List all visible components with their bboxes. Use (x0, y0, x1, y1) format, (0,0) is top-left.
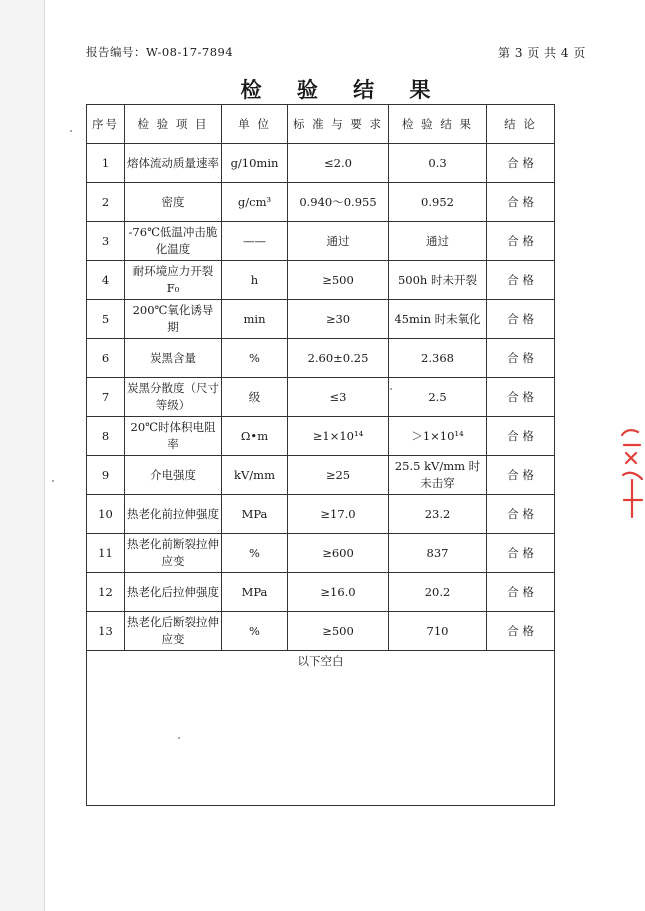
cell-standard: ≥25 (288, 456, 389, 495)
cell-unit: g/10min (222, 144, 288, 183)
page-title: 检 验 结 果 (240, 78, 445, 102)
cell-no: 1 (87, 144, 125, 183)
report-number: 报告编号：W-08-17-7894 (86, 45, 234, 59)
blank-note: 以下空白 (87, 651, 555, 806)
cell-no: 2 (87, 183, 125, 222)
column-header-no: 序号 (87, 105, 125, 144)
cell-unit: g/cm³ (222, 183, 288, 222)
cell-unit: —— (222, 222, 288, 261)
cell-result: 2.5 (389, 378, 487, 417)
table-row (87, 222, 555, 261)
cell-result: 2.368 (389, 339, 487, 378)
cell-item: 热老化后断裂拉伸应变 (125, 612, 222, 651)
cell-standard: ≥1×10¹⁴ (288, 417, 389, 456)
table-row (87, 495, 555, 534)
cell-standard: ≥16.0 (288, 573, 389, 612)
paper-speck (178, 737, 180, 739)
table-row (87, 261, 555, 300)
cell-no: 11 (87, 534, 125, 573)
table-row (87, 612, 555, 651)
cell-item: 炭黑分散度（尺寸等级） (125, 378, 222, 417)
cell-conclusion: 合 格 (487, 222, 555, 261)
cell-standard: 0.940～0.955 (288, 183, 389, 222)
cell-unit: h (222, 261, 288, 300)
cell-item: 热老化后拉伸强度 (125, 573, 222, 612)
cell-standard: ≥600 (288, 534, 389, 573)
cell-standard: 通过 (288, 222, 389, 261)
page-edge-shadow (0, 0, 45, 911)
cell-result: 0.3 (389, 144, 487, 183)
table-header-row (87, 105, 555, 144)
cell-unit: % (222, 612, 288, 651)
cell-result: 500h 时未开裂 (389, 261, 487, 300)
cell-item: 耐环境应力开裂 F₀ (125, 261, 222, 300)
column-header-item: 检 验 项 目 (125, 105, 222, 144)
cell-result: ＞1×10¹⁴ (389, 417, 487, 456)
cell-conclusion: 合 格 (487, 144, 555, 183)
cell-no: 13 (87, 612, 125, 651)
cell-result: 通过 (389, 222, 487, 261)
cell-item: 热老化前拉伸强度 (125, 495, 222, 534)
cell-unit: % (222, 534, 288, 573)
cell-item: 热老化前断裂拉伸应变 (125, 534, 222, 573)
column-header-conclusion: 结 论 (487, 105, 555, 144)
cell-conclusion: 合 格 (487, 261, 555, 300)
cell-unit: kV/mm (222, 456, 288, 495)
cell-item: 20℃时体积电阻率 (125, 417, 222, 456)
cell-item: 介电强度 (125, 456, 222, 495)
cell-no: 7 (87, 378, 125, 417)
column-header-unit: 单 位 (222, 105, 288, 144)
page-counter: 第 3 页 共 4 页 (498, 46, 586, 60)
cell-standard: ≤2.0 (288, 144, 389, 183)
cell-unit: MPa (222, 573, 288, 612)
cell-standard: ≥500 (288, 612, 389, 651)
red-seal-stamp (618, 405, 645, 535)
cell-result: 23.2 (389, 495, 487, 534)
table-row (87, 183, 555, 222)
cell-no: 8 (87, 417, 125, 456)
cell-conclusion: 合 格 (487, 573, 555, 612)
cell-item: -76℃低温冲击脆化温度 (125, 222, 222, 261)
cell-conclusion: 合 格 (487, 339, 555, 378)
table-row (87, 378, 555, 417)
cell-conclusion: 合 格 (487, 417, 555, 456)
cell-result: 45min 时未氧化 (389, 300, 487, 339)
cell-standard: 2.60±0.25 (288, 339, 389, 378)
cell-conclusion: 合 格 (487, 378, 555, 417)
table-row (87, 417, 555, 456)
cell-unit: % (222, 339, 288, 378)
cell-no: 3 (87, 222, 125, 261)
cell-no: 10 (87, 495, 125, 534)
paper-speck (70, 130, 72, 132)
cell-no: 6 (87, 339, 125, 378)
cell-item: 密度 (125, 183, 222, 222)
cell-result: 0.952 (389, 183, 487, 222)
table-row (87, 339, 555, 378)
cell-item: 炭黑含量 (125, 339, 222, 378)
cell-unit: min (222, 300, 288, 339)
cell-no: 4 (87, 261, 125, 300)
cell-result: 25.5 kV/mm 时未击穿 (389, 456, 487, 495)
cell-item: 熔体流动质量速率 (125, 144, 222, 183)
blank-row (87, 651, 555, 806)
cell-no: 9 (87, 456, 125, 495)
cell-no: 5 (87, 300, 125, 339)
results-table (86, 104, 555, 806)
cell-standard: ≥30 (288, 300, 389, 339)
cell-result: 837 (389, 534, 487, 573)
table-row (87, 456, 555, 495)
column-header-standard: 标 准 与 要 求 (288, 105, 389, 144)
cell-conclusion: 合 格 (487, 495, 555, 534)
cell-item: 200℃氧化诱导期 (125, 300, 222, 339)
cell-no: 12 (87, 573, 125, 612)
column-header-result: 检 验 结 果 (389, 105, 487, 144)
table-row (87, 534, 555, 573)
cell-conclusion: 合 格 (487, 534, 555, 573)
cell-result: 710 (389, 612, 487, 651)
cell-conclusion: 合 格 (487, 300, 555, 339)
cell-unit: Ω•m (222, 417, 288, 456)
cell-standard: ≥500 (288, 261, 389, 300)
table-row (87, 144, 555, 183)
table-row (87, 573, 555, 612)
cell-unit: MPa (222, 495, 288, 534)
cell-conclusion: 合 格 (487, 183, 555, 222)
cell-unit: 级 (222, 378, 288, 417)
cell-result: 20.2 (389, 573, 487, 612)
cell-standard: ≥17.0 (288, 495, 389, 534)
paper-speck (52, 480, 54, 482)
table-row (87, 300, 555, 339)
paper-speck (390, 388, 392, 390)
cell-conclusion: 合 格 (487, 456, 555, 495)
cell-conclusion: 合 格 (487, 612, 555, 651)
cell-standard: ≤3 (288, 378, 389, 417)
